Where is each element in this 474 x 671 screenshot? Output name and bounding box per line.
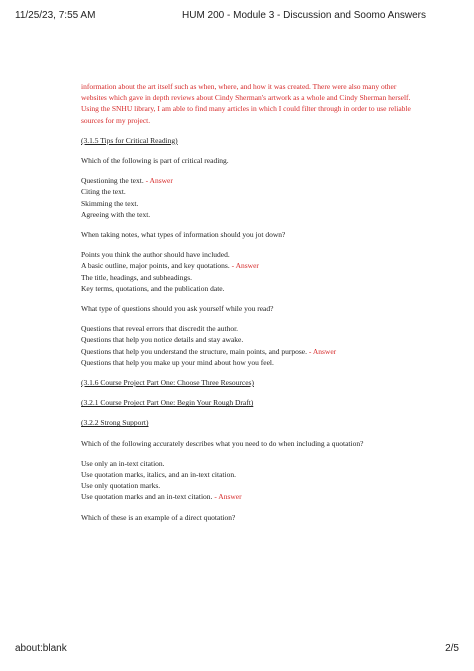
option-text: Citing the text. bbox=[81, 187, 126, 197]
quiz-section bbox=[81, 135, 411, 368]
answer-option bbox=[81, 260, 411, 271]
section-heading: (3.2.2 Strong Support) bbox=[81, 418, 149, 428]
answer-marker: - Answer bbox=[145, 176, 173, 186]
option-text: A basic outline, major points, and key quotations. bbox=[81, 261, 230, 271]
answer-option bbox=[81, 283, 411, 294]
answer-option bbox=[81, 272, 411, 283]
answer-marker: - Answer bbox=[214, 492, 242, 502]
answer-option bbox=[81, 458, 411, 469]
answer-option bbox=[81, 357, 411, 368]
question-text: Which of the following accurately describes what you need to do when including a quotation? bbox=[81, 438, 364, 448]
page-url: about:blank bbox=[15, 643, 67, 654]
answer-option bbox=[81, 346, 411, 357]
answer-option bbox=[81, 480, 411, 491]
document-body bbox=[81, 81, 411, 532]
option-text: Questions that help you understand the structure, main points, and purpose. bbox=[81, 346, 307, 356]
option-text: Agreeing with the text. bbox=[81, 209, 151, 219]
option-text: Use quotation marks, italics, and an in-text citation. bbox=[81, 470, 236, 480]
option-text: Questions that reveal errors that discredit the author. bbox=[81, 324, 239, 334]
answer-options bbox=[81, 323, 411, 368]
option-text: Use only an in-text citation. bbox=[81, 458, 165, 468]
page-number: 2/5 bbox=[445, 643, 459, 654]
intro-paragraph: information about the art itself such as when, where, and how it was created. There were also many other websites which gave in depth reviews about Cindy Sherman's artwork as a whole and Cindy Sherman herself. Using the SNHU library, I am able to find many articles in which I could filter through in order to use reliable sources for my project. bbox=[81, 82, 411, 125]
answer-option bbox=[81, 186, 411, 197]
option-text: Points you think the author should have included. bbox=[81, 250, 230, 260]
option-text: The title, headings, and subheadings. bbox=[81, 272, 193, 282]
option-text: Use quotation marks and an in-text citation. bbox=[81, 492, 213, 502]
answer-option bbox=[81, 209, 411, 220]
section-heading: (3.1.6 Course Project Part One: Choose Three Resources) bbox=[81, 378, 254, 388]
section-heading: (3.1.5 Tips for Critical Reading) bbox=[81, 135, 178, 145]
quiz-section bbox=[81, 377, 411, 388]
question-text: Which of these is an example of a direct quotation? bbox=[81, 512, 236, 522]
answer-options bbox=[81, 458, 411, 503]
document-title: HUM 200 - Module 3 - Discussion and Soomo Answers bbox=[182, 10, 426, 21]
question-text: When taking notes, what types of information should you jot down? bbox=[81, 230, 286, 240]
answer-option bbox=[81, 491, 411, 502]
answer-option bbox=[81, 334, 411, 345]
option-text: Key terms, quotations, and the publication date. bbox=[81, 283, 225, 293]
answer-marker: - Answer bbox=[308, 346, 337, 356]
option-text: Skimming the text. bbox=[81, 198, 139, 208]
option-text: Questions that help you notice details and stay awake. bbox=[81, 335, 244, 345]
answer-marker: - Answer bbox=[231, 261, 259, 271]
answer-option bbox=[81, 323, 411, 334]
section-heading: (3.2.1 Course Project Part One: Begin Your Rough Draft) bbox=[81, 398, 254, 408]
answer-option bbox=[81, 198, 411, 209]
option-text: Questioning the text. bbox=[81, 176, 144, 186]
quiz-sections bbox=[81, 135, 411, 523]
print-datetime: 11/25/23, 7:55 AM bbox=[15, 10, 96, 21]
answer-options bbox=[81, 175, 411, 220]
answer-option bbox=[81, 469, 411, 480]
option-text: Questions that help you make up your mind about how you feel. bbox=[81, 357, 274, 367]
answer-option bbox=[81, 175, 411, 186]
option-text: Use only quotation marks. bbox=[81, 481, 161, 491]
question-text: Which of the following is part of critical reading. bbox=[81, 156, 229, 166]
answer-options bbox=[81, 249, 411, 294]
question-text: What type of questions should you ask yourself while you read? bbox=[81, 304, 274, 314]
answer-option bbox=[81, 249, 411, 260]
quiz-section bbox=[81, 397, 411, 408]
quiz-section bbox=[81, 417, 411, 522]
